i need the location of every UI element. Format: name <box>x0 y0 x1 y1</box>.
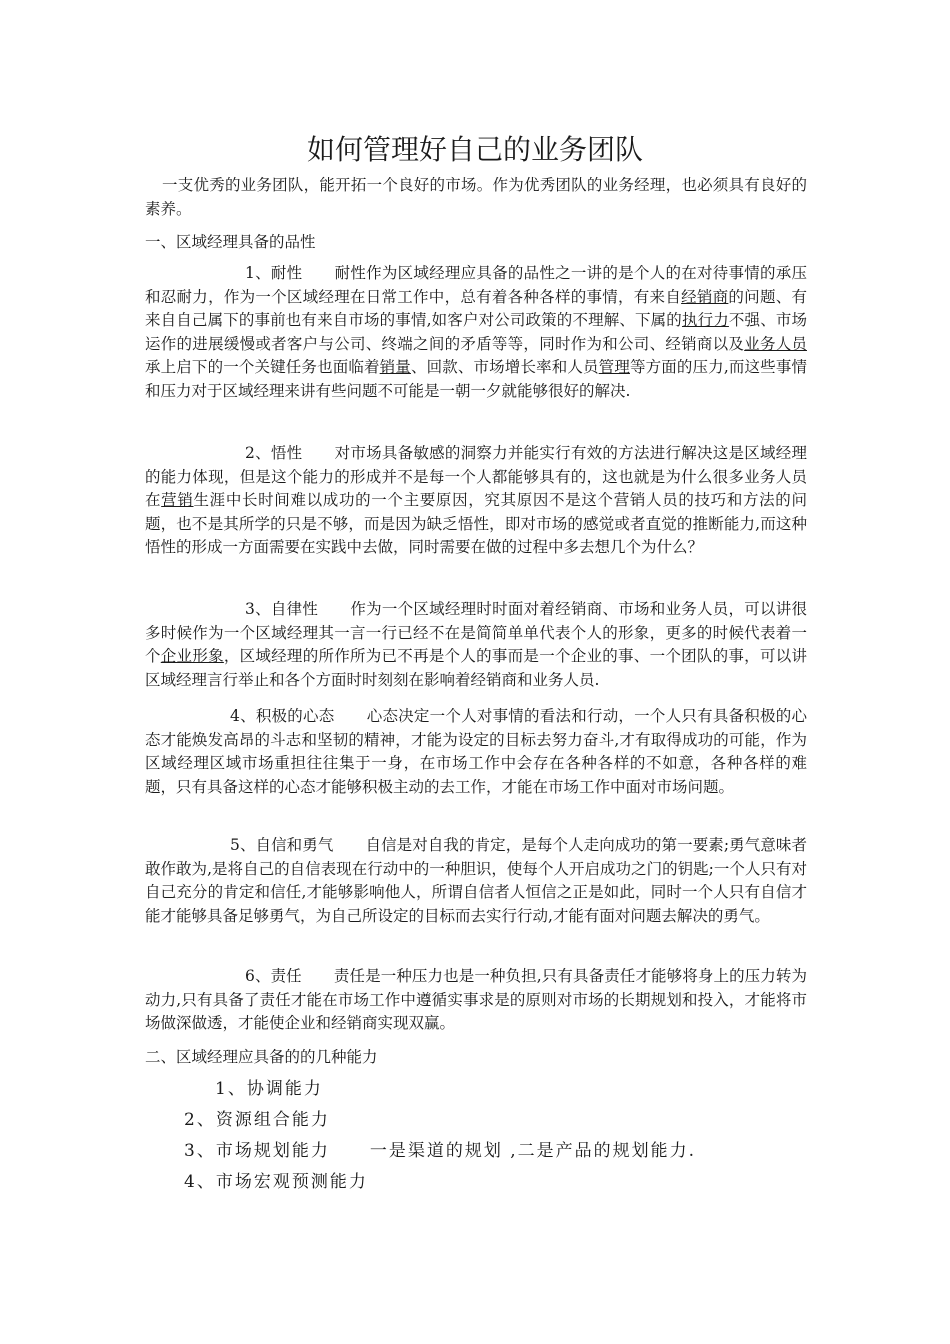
item-number: 5、自信和勇气 <box>230 836 334 854</box>
paragraph-confidence: 5、自信和勇气 自信是对自我的肯定，是每个人走向成功的第一要素;勇气意味者敢作敢为,是将自己的自信表现在行动中的一种胆识，使每个人开启成功之门的钥匙;一个人只有对自己充分的肯定和信任,才能够影响他人，所谓自信者人恒信之正是如此，同时一个人只有自信才能才能够具备足够勇气，为自己所设定的目标而去实行行动,才能有面对问题去解决的勇气。 <box>145 836 807 925</box>
ability-item: 2、资源组合能力 <box>184 1110 330 1130</box>
item-number: 4、积极的心态 <box>230 707 335 725</box>
section1-heading: 一、区域经理具备的品性 <box>145 233 316 251</box>
link-marketing[interactable]: 营销 <box>161 491 194 510</box>
link-corporate-image[interactable]: 企业形象 <box>160 647 224 666</box>
link-management[interactable]: 管理 <box>598 358 630 377</box>
paragraph-positive-attitude: 4、积极的心态 心态决定一个人对事情的看法和行动，一个人只有具备积极的心态才能焕发高昂的斗志和坚韧的精神，才能为设定的目标去努力奋斗,才有取得成功的可能，作为区域经理区域市场重担往往集于一身，在市场工作中会存在各种各样的不如意，各种各样的难题，只有具备这样的心态才能够积极主动的去工作，才能在市场工作中面对市场问题。 <box>145 707 807 796</box>
link-execution[interactable]: 执行力 <box>681 311 729 330</box>
intro-paragraph: 一支优秀的业务团队，能开拓一个良好的市场。作为优秀团队的业务经理，也必须具有良好的素养。 <box>145 176 807 218</box>
item-number: 1、耐性 <box>245 264 303 282</box>
item-number: 6、责任 <box>245 967 302 985</box>
paragraph-self-discipline: 3、自律性 作为一个区域经理时时面对着经销商、市场和业务人员，可以讲很多时候作为一个区域经理其一言一行已经不在是简简单单代表个人的形象，更多的时候代表着一个企业形象，区域经理的所作所为已不再是个人的事而是一个企业的事、一个团队的事，可以讲区域经理言行举止和各个方面时时刻刻在影响着经销商和业务人员. <box>145 600 807 689</box>
paragraph-patience: 1、耐性 耐性作为区域经理应具备的品性之一讲的是个人的在对待事情的承压和忍耐力，作为一个区域经理在日常工作中，总有着各种各样的事情，有来自经销商的问题、有来自自己属下的事前也有来自市场的事情,如客户对公司政策的不理解、下属的执行力不强、市场运作的进展缓慢或者客户与公司、终端之间的矛盾等等，同时作为和公司、经销商以及业务人员承上启下的一个关键任务也面临着销量、回款、市场增长率和人员管理等方面的压力,而这些事情和压力对于区域经理来讲有些问题不可能是一朝一夕就能够很好的解决. <box>145 264 807 400</box>
ability-item: 4、市场宏观预测能力 <box>184 1172 368 1192</box>
ability-item: 1、协调能力 <box>215 1079 323 1099</box>
link-sales-staff[interactable]: 业务人员 <box>744 334 807 353</box>
item-number: 2、悟性 <box>245 444 303 462</box>
paragraph-insight: 2、悟性 对市场具备敏感的洞察力并能实行有效的方法进行解决这是区域经理的能力体现，但是这个能力的形成并不是每一个人都能够具有的，这也就是为什么很多业务人员在营销生涯中长时间难以成功的一个主要原因，究其原因不是这个营销人员的技巧和方法的问题，也不是其所学的只是不够，而是因为缺乏悟性，即对市场的感觉或者直觉的推断能力,而这种悟性的形成一方面需要在实践中去做，同时需要在做的过程中多去想几个为什么？ <box>145 444 807 557</box>
item-number: 3、自律性 <box>245 600 319 618</box>
link-distributor[interactable]: 经销商 <box>681 287 729 306</box>
document-title: 如何管理好自己的业务团队 <box>306 133 643 166</box>
ability-item: 3、市场规划能力 一是渠道的规划 ,二是产品的规划能力. <box>184 1141 697 1161</box>
paragraph-responsibility: 6、责任 责任是一种压力也是一种负担,只有具备责任才能够将身上的压力转为动力,只有具备了责任才能在市场工作中遵循实事求是的原则对市场的长期规划和投入，才能将市场做深做透，才能使企业和经销商实现双赢。 <box>145 967 807 1033</box>
section2-heading: 二、区域经理应具备的的几种能力 <box>145 1048 378 1066</box>
link-sales-volume[interactable]: 销量 <box>379 358 411 377</box>
ability-note: 一是渠道的规划 ,二是产品的规划能力. <box>369 1141 697 1161</box>
